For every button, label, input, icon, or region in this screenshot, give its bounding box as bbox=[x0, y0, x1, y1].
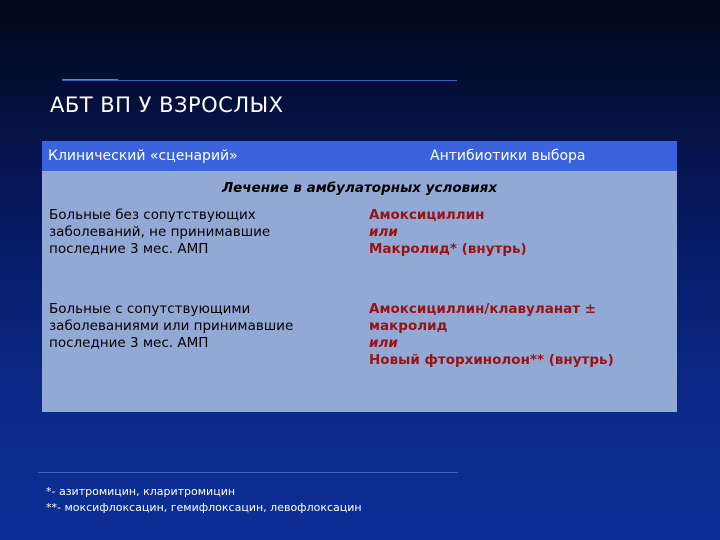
row-1-scenario-line: последние 3 мес. АМП bbox=[49, 241, 209, 257]
row-2-scenario-line: последние 3 мес. АМП bbox=[49, 335, 209, 351]
table-header bbox=[42, 141, 677, 171]
row-1-scenario bbox=[49, 207, 349, 258]
row-2-drug: Амоксициллин/клавуланат ± bbox=[369, 301, 597, 317]
header-scenario: Клинический «сценарий» bbox=[48, 148, 238, 164]
antibiotic-table bbox=[42, 141, 677, 412]
header-antibiotics: Антибиотики выбора bbox=[430, 148, 586, 164]
row-2-scenario-line: Больные с сопутствующими bbox=[49, 301, 251, 317]
footnote-2: **- моксифлоксацин, гемифлоксацин, левофлоксацин bbox=[46, 501, 362, 514]
slide-title: АБТ ВП У ВЗРОСЛЫХ bbox=[50, 93, 284, 117]
footnote-1: *- азитромицин, кларитромицин bbox=[46, 485, 236, 498]
row-2-scenario-line: заболеваниями или принимавшие bbox=[49, 318, 294, 334]
title-top-rule bbox=[62, 80, 457, 81]
row-2-drug: Новый фторхинолон** (внутрь) bbox=[369, 352, 614, 368]
row-1-scenario-line: Больные без сопутствующих bbox=[49, 207, 256, 223]
footnote-rule bbox=[38, 472, 458, 473]
row-2-scenario bbox=[49, 301, 349, 352]
row-1-therapy bbox=[369, 207, 669, 258]
footnotes bbox=[46, 484, 362, 516]
row-1-or: или bbox=[369, 224, 398, 240]
row-2-therapy bbox=[369, 301, 669, 369]
row-2-drug: макролид bbox=[369, 318, 448, 334]
row-1-scenario-line: заболеваний, не принимавшие bbox=[49, 224, 271, 240]
row-1-drug: Амоксициллин bbox=[369, 207, 485, 223]
section-outpatient: Лечение в амбулаторных условиях bbox=[221, 180, 498, 196]
row-1-drug: Макролид* (внутрь) bbox=[369, 241, 527, 257]
row-2-or: или bbox=[369, 335, 398, 351]
